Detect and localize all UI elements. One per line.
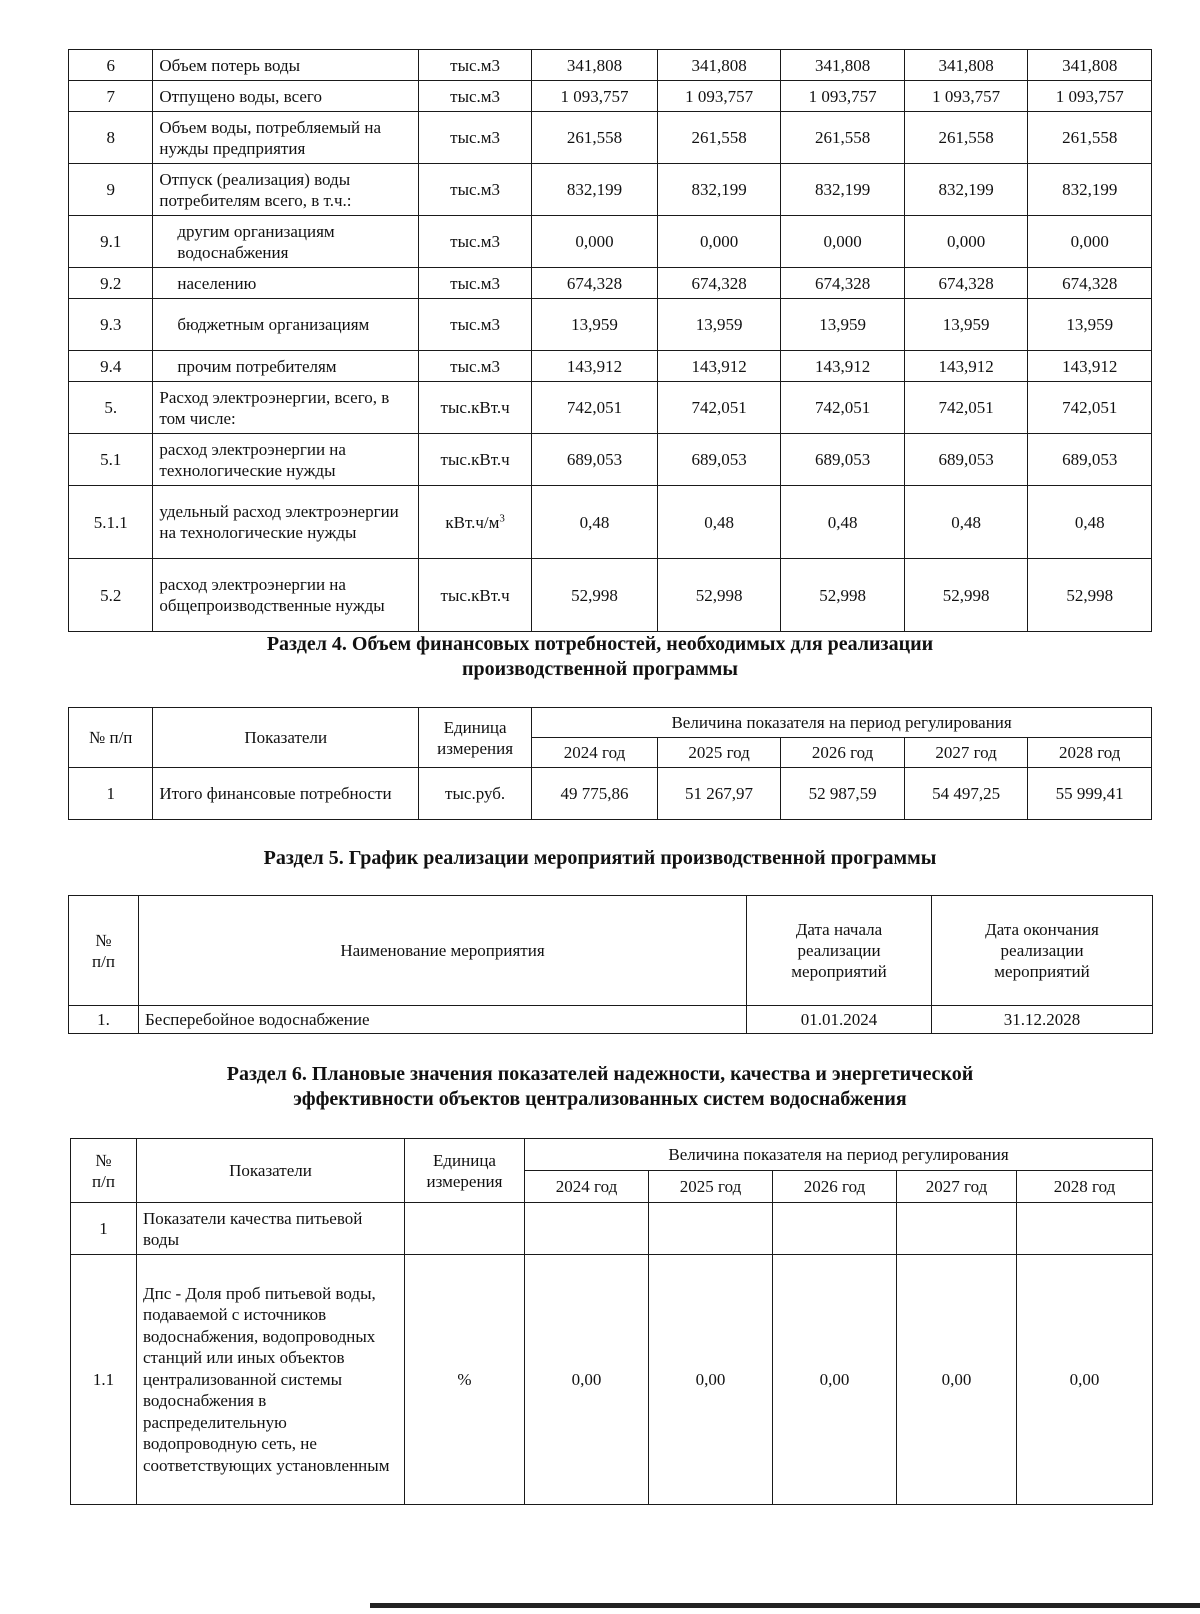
row-end-date: 31.12.2028	[932, 1006, 1153, 1034]
s6-header-indicator: Показатели	[137, 1139, 405, 1203]
row-value: 13,959	[657, 299, 781, 351]
table-row	[69, 1006, 1153, 1034]
row-num: 6	[69, 50, 153, 81]
row-value: 689,053	[1028, 434, 1152, 486]
s6-header-unit: Единица измерения	[405, 1139, 525, 1203]
row-name: расход электроэнергии на общепроизводственные нужды	[153, 559, 419, 632]
row-unit-text: тыс.кВт.ч	[440, 585, 510, 605]
row-unit	[419, 164, 532, 216]
row-unit	[419, 268, 532, 299]
row-unit	[419, 216, 532, 268]
row-num: 5.	[69, 382, 153, 434]
row-value: 742,051	[781, 382, 905, 434]
row-value: 674,328	[657, 268, 781, 299]
row-value: 689,053	[657, 434, 781, 486]
table-row	[69, 216, 1152, 268]
row-value: 0,00	[897, 1255, 1017, 1505]
row-value	[1017, 1203, 1153, 1255]
row-value: 0,000	[532, 216, 658, 268]
row-name: расход электроэнергии на технологические нужды	[153, 434, 419, 486]
production-indicators-table	[68, 49, 1152, 632]
row-name: Показатели качества питьевой воды	[137, 1203, 405, 1255]
row-unit-superscript: 3	[499, 511, 505, 524]
row-value: 0,48	[904, 486, 1028, 559]
row-value: 1 093,757	[904, 81, 1028, 112]
row-value: 55 999,41	[1028, 768, 1152, 820]
row-value: 742,051	[657, 382, 781, 434]
row-num: 9.2	[69, 268, 153, 299]
row-unit-text: тыс.м3	[450, 273, 501, 293]
section-5-title	[0, 846, 1200, 871]
row-value: 52,998	[904, 559, 1028, 632]
row-value: 261,558	[532, 112, 658, 164]
row-name: Отпуск (реализация) воды потребителям всего, в т.ч.:	[153, 164, 419, 216]
row-unit-text: тыс.м3	[450, 128, 501, 147]
row-value: 832,199	[657, 164, 781, 216]
row-value: 689,053	[781, 434, 905, 486]
row-unit: тыс.руб.	[418, 768, 531, 820]
row-value: 0,00	[649, 1255, 773, 1505]
row-value: 832,199	[904, 164, 1028, 216]
row-unit	[419, 382, 532, 434]
row-unit-text: тыс.м3	[450, 180, 501, 199]
s5-header-name: Наименование мероприятия	[139, 896, 747, 1006]
row-num: 5.2	[69, 559, 153, 632]
row-unit	[419, 351, 532, 382]
row-num: 1.1	[71, 1255, 137, 1505]
row-value: 52,998	[781, 559, 905, 632]
row-value: 341,808	[904, 50, 1028, 81]
s5-header-start: Дата начала реализации мероприятий	[747, 896, 932, 1006]
row-unit-text: тыс.м3	[450, 232, 501, 251]
row-value: 832,199	[1028, 164, 1152, 216]
s4-header-year: 2028 год	[1028, 738, 1152, 768]
row-name: Итого финансовые потребности	[153, 768, 419, 820]
section-4-title-line1: Раздел 4. Объем финансовых потребностей, необходимых для реализации	[266, 633, 934, 655]
row-value: 0,000	[904, 216, 1028, 268]
s6-header-year: 2026 год	[773, 1171, 897, 1203]
row-value: 0,000	[1028, 216, 1152, 268]
row-value: 0,48	[532, 486, 658, 559]
row-unit-text: тыс.м3	[450, 315, 501, 334]
row-value: 689,053	[904, 434, 1028, 486]
row-value: 1 093,757	[532, 81, 658, 112]
row-unit	[419, 50, 532, 81]
row-num: 5.1.1	[69, 486, 153, 559]
row-name: Расход электроэнергии, всего, в том числе:	[153, 382, 419, 434]
s6-header-year: 2024 год	[525, 1171, 649, 1203]
row-unit-text: тыс.кВт.ч	[440, 450, 510, 469]
row-unit	[419, 81, 532, 112]
row-name: Бесперебойное водоснабжение	[139, 1006, 747, 1034]
section-6-title-line2: эффективности объектов централизованных систем водоснабжения	[293, 1088, 907, 1110]
table-row	[69, 164, 1152, 216]
row-name: прочим потребителям	[153, 351, 419, 382]
row-value: 742,051	[1028, 382, 1152, 434]
row-value: 689,053	[532, 434, 658, 486]
row-value	[525, 1203, 649, 1255]
row-unit: %	[405, 1255, 525, 1505]
row-num: 1.	[69, 1006, 139, 1034]
table-row	[69, 112, 1152, 164]
row-value: 0,48	[781, 486, 905, 559]
table-row	[69, 50, 1152, 81]
s4-header-year: 2025 год	[657, 738, 781, 768]
table-row	[69, 434, 1152, 486]
table-row	[69, 382, 1152, 434]
row-value: 261,558	[657, 112, 781, 164]
table-row	[69, 299, 1152, 351]
row-value: 52,998	[657, 559, 781, 632]
row-unit-text: тыс.м3	[450, 86, 501, 106]
row-value: 261,558	[781, 112, 905, 164]
row-value: 1 093,757	[781, 81, 905, 112]
s4-header-num: № п/п	[69, 708, 153, 768]
row-value: 341,808	[657, 50, 781, 81]
section-5-title-text: Раздел 5. График реализации мероприятий производственной программы	[263, 847, 937, 869]
row-value: 52,998	[532, 559, 658, 632]
row-value: 742,051	[904, 382, 1028, 434]
s6-header-period: Величина показателя на период регулирования	[525, 1139, 1153, 1171]
row-num: 9.1	[69, 216, 153, 268]
table-row	[69, 268, 1152, 299]
row-unit	[419, 112, 532, 164]
row-value: 674,328	[1028, 268, 1152, 299]
row-value: 0,48	[657, 486, 781, 559]
row-value: 143,912	[904, 351, 1028, 382]
row-unit	[419, 434, 532, 486]
row-name: удельный расход электроэнергии на технологические нужды	[153, 486, 419, 559]
table-row	[69, 559, 1152, 632]
s6-header-year: 2027 год	[897, 1171, 1017, 1203]
row-value: 143,912	[657, 351, 781, 382]
row-value: 0,00	[525, 1255, 649, 1505]
row-value: 143,912	[781, 351, 905, 382]
row-num: 7	[69, 81, 153, 112]
row-num: 9	[69, 164, 153, 216]
row-value: 261,558	[904, 112, 1028, 164]
row-unit	[419, 299, 532, 351]
table-row	[69, 81, 1152, 112]
row-value: 0,000	[657, 216, 781, 268]
row-value: 341,808	[532, 50, 658, 81]
row-name: Дпс - Доля проб питьевой воды, подаваемой с источников водоснабжения, водопроводных станций или иных объектов централизованной системы водоснабжения в распределительную водопроводную сеть, не соответствующих установленным	[137, 1255, 405, 1505]
row-value: 674,328	[532, 268, 658, 299]
s6-header-year: 2025 год	[649, 1171, 773, 1203]
table-row	[71, 1255, 1153, 1505]
row-unit	[419, 486, 532, 559]
financial-needs-table	[68, 707, 1152, 820]
row-unit-text: тыс.м3	[450, 55, 501, 75]
row-name: другим организациям водоснабжения	[153, 216, 419, 268]
row-value: 143,912	[1028, 351, 1152, 382]
row-num: 9.3	[69, 299, 153, 351]
row-value: 341,808	[1028, 50, 1152, 81]
row-name: бюджетным организациям	[153, 299, 419, 351]
row-value: 143,912	[532, 351, 658, 382]
row-num: 9.4	[69, 351, 153, 382]
row-name: Объем потерь воды	[153, 50, 419, 81]
table-row	[71, 1203, 1153, 1255]
s4-header-indicator: Показатели	[153, 708, 419, 768]
row-value: 0,00	[1017, 1255, 1153, 1505]
section-4-title	[0, 632, 1200, 682]
row-value: 13,959	[904, 299, 1028, 351]
row-value: 13,959	[781, 299, 905, 351]
row-value: 0,000	[781, 216, 905, 268]
s4-header-period: Величина показателя на период регулирования	[532, 708, 1152, 738]
row-value: 832,199	[532, 164, 658, 216]
row-name: населению	[153, 268, 419, 299]
row-num: 1	[69, 768, 153, 820]
row-value: 51 267,97	[657, 768, 781, 820]
row-value	[773, 1203, 897, 1255]
row-value: 0,00	[773, 1255, 897, 1505]
reliability-indicators-table	[70, 1138, 1153, 1505]
row-value: 52 987,59	[781, 768, 905, 820]
section-4-title-line2: производственной программы	[461, 658, 739, 680]
row-value: 52,998	[1028, 559, 1152, 632]
table-row	[69, 351, 1152, 382]
section-6-title	[0, 1062, 1200, 1112]
row-value: 341,808	[781, 50, 905, 81]
row-value: 1 093,757	[657, 81, 781, 112]
row-value	[649, 1203, 773, 1255]
row-name: Отпущено воды, всего	[153, 81, 419, 112]
table-row	[69, 486, 1152, 559]
row-num: 5.1	[69, 434, 153, 486]
row-value: 674,328	[781, 268, 905, 299]
row-value: 742,051	[532, 382, 658, 434]
row-value: 674,328	[904, 268, 1028, 299]
row-value	[897, 1203, 1017, 1255]
row-unit	[419, 559, 532, 632]
schedule-table	[68, 895, 1153, 1034]
row-start-date: 01.01.2024	[747, 1006, 932, 1034]
row-value: 0,48	[1028, 486, 1152, 559]
row-value: 13,959	[1028, 299, 1152, 351]
row-unit-text: кВт.ч/м	[445, 512, 500, 532]
row-value: 54 497,25	[904, 768, 1028, 820]
s4-header-year: 2026 год	[781, 738, 905, 768]
s4-header-unit: Единица измерения	[418, 708, 531, 768]
row-unit-text: тыс.м3	[450, 356, 501, 376]
s4-header-year: 2027 год	[904, 738, 1028, 768]
table-row	[69, 768, 1152, 820]
row-unit	[405, 1203, 525, 1255]
row-value: 13,959	[532, 299, 658, 351]
s4-header-year: 2024 год	[532, 738, 658, 768]
s6-header-year: 2028 год	[1017, 1171, 1153, 1203]
s5-header-end: Дата окончания реализации мероприятий	[932, 896, 1153, 1006]
s5-header-num: № п/п	[69, 896, 139, 1006]
s6-header-num: № п/п	[71, 1139, 137, 1203]
row-value: 832,199	[781, 164, 905, 216]
section-6-title-line1: Раздел 6. Плановые значения показателей надежности, качества и энергетической	[226, 1063, 974, 1085]
row-value: 1 093,757	[1028, 81, 1152, 112]
row-value: 261,558	[1028, 112, 1152, 164]
row-name: Объем воды, потребляемый на нужды предприятия	[153, 112, 419, 164]
row-value: 49 775,86	[532, 768, 658, 820]
row-num: 1	[71, 1203, 137, 1255]
row-num: 8	[69, 112, 153, 164]
row-unit-text: тыс.кВт.ч	[440, 398, 510, 417]
scan-edge-line	[370, 1603, 1200, 1608]
